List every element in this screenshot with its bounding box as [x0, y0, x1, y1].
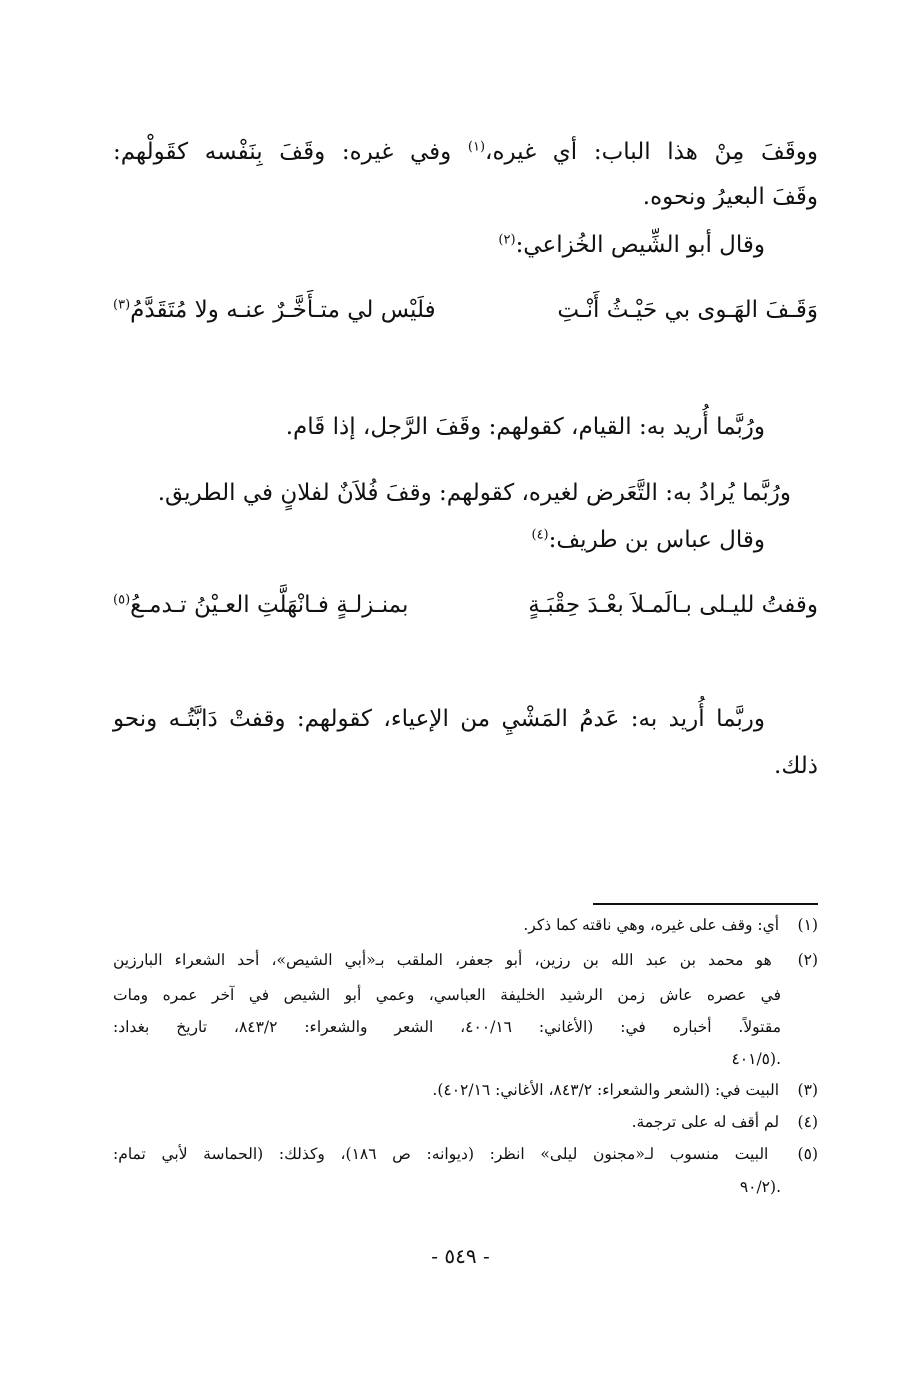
- body-line: [113, 411, 765, 443]
- footnote-ref: (٣): [113, 297, 131, 313]
- text-run: وفي غيره: وقَفَ بِنَفْسه كقَولْهم:: [113, 139, 468, 165]
- footnote-number: (٣): [797, 1081, 818, 1099]
- footnote-line: [113, 914, 818, 936]
- footnote-text: في عصره عاش زمن الرشيد الخليفة العباسي، وعمي أبو الشيص في آخر عمره ومات: [113, 986, 781, 1004]
- verse-first-hemistich: وقفتُ لليـلى بـالَمـلاَ بعْـدَ حِقْبَـةٍ: [528, 592, 818, 618]
- text-run: ورُبَّما أُريد به: القيام، كقولهم: وقَفَ الرَّجل، إذا قَام.: [285, 414, 765, 440]
- page-number: - ٥٤٩ -: [431, 1244, 490, 1268]
- body-line: [113, 136, 818, 168]
- footnote-text: البيت في: (الشعر والشعراء: ٨٤٣/٢، الأغاني: ٤٠٢/١٦).: [432, 1081, 780, 1099]
- verse-line: [113, 588, 818, 622]
- verse-second-hemistich: [113, 588, 408, 622]
- body-line: [113, 750, 818, 782]
- text-run: وقَفَ البعيرُ ونحوه.: [642, 184, 818, 210]
- footnote-ref: (٤): [531, 527, 549, 543]
- footnote-line: [113, 1143, 818, 1165]
- text-run: وقال عباس بن طريف:: [548, 527, 765, 553]
- footnote-line: [113, 1111, 818, 1133]
- footnote-number: (٢): [797, 951, 819, 969]
- footnote-number: (٤): [797, 1113, 818, 1131]
- footnote-line: [113, 1079, 818, 1101]
- body-line: [113, 181, 818, 213]
- footnote-ref: (١): [467, 139, 486, 155]
- footnote-number: (٥): [797, 1145, 818, 1163]
- verse-line: [113, 293, 818, 327]
- footnote-line: [113, 984, 781, 1006]
- verse-intro: [113, 524, 765, 556]
- footnote-text: أي: وقف على غيره، وهي ناقته كما ذكر.: [523, 916, 780, 934]
- footnote-ref: (٥): [113, 592, 131, 608]
- verse-first-hemistich: وَقَـفَ الهَـوى بي حَيْـثُ أَنْـتِ: [557, 297, 818, 323]
- verse-intro: [113, 229, 765, 261]
- text-run: ورُبَّما يُرادُ به: التَّعَرض لغيره، كقولهم: وقفَ فُلاَنٌ لفلانٍ في الطريق.: [157, 480, 791, 506]
- footnote-line: [113, 1048, 781, 1070]
- footnote-line: [113, 949, 818, 971]
- footnote-number: (١): [797, 916, 818, 934]
- footnote-line: [113, 1016, 781, 1038]
- text-run: وربَّما أُريد به: عَدمُ المَشْيِ من الإعياء، كقولهم: وقفتْ دَابَّتُـه ونحو: [113, 706, 765, 732]
- body-line: [113, 477, 791, 509]
- verse-second-hemistich: [113, 293, 436, 327]
- footnote-text: البيت منسوب لـ«مجنون ليلى» انظر: (ديوانه: ص ١٨٦)، وكذلك: (الحماسة لأبي تمام:: [113, 1145, 769, 1163]
- footnote-text: ٤٠١/٥).: [731, 1050, 781, 1068]
- text-run: ووقَفَ مِنْ هذا الباب: أي غيره،: [485, 139, 818, 165]
- text-run: ذلك.: [774, 753, 818, 779]
- footnote-text: هو محمد بن عبد الله بن رزين، أبو جعفر، الملقب بـ«أبي الشيص»، أحد الشعراء البارزين: [113, 951, 772, 969]
- text-run: فلَيْس لي متـأَخَّـرٌ عنـه ولا مُتَقَدَّمُ: [130, 297, 436, 323]
- footnote-text: لم أقف له على ترجمة.: [631, 1113, 780, 1131]
- text-run: بمنـزلـةٍ فـانْهَلَّتِ العـيْنُ تـدمـعُ: [130, 592, 409, 618]
- footnote-text: ٩٠/٢).: [739, 1178, 781, 1196]
- footnote-separator: [593, 903, 818, 905]
- footnote-line: [113, 1176, 781, 1198]
- text-run: وقال أبو الشِّيص الخُزاعي:: [515, 232, 765, 258]
- body-line: [113, 703, 765, 735]
- footnote-ref: (٢): [498, 232, 516, 248]
- footnote-text: مقتولاً. أخباره في: (الأغاني: ٤٠٠/١٦، الشعر والشعراء: ٨٤٣/٢، تاريخ بغداد:: [113, 1018, 781, 1036]
